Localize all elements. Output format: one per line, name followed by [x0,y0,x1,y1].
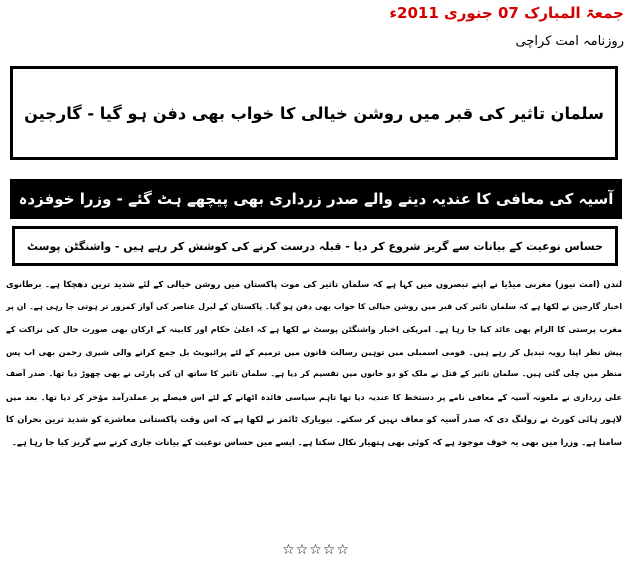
footer-stars: ☆☆☆☆☆ [282,542,350,558]
third-headline: حساس نوعیت کے بیانات سے گریز شروع کر دیا - قبلہ درست کرنے کی کوشش کر رہے ہیں - واشنگٹن پوسٹ [27,239,603,253]
newspaper-name: روزنامہ امت کراچی [515,34,624,49]
body-line: لاہور ہائی کورٹ نے رولنگ دی کہ صدر آسیہ کو معاف نہیں کر سکتے۔ نیویارک ٹائمز نے لکھا ہے کہ اس وقت پاکستانی معاشرے کو شدید ترین بحران کا [6,414,622,424]
sub-headline-banner [10,179,622,219]
body-line: منظر میں چلی گئی ہیں۔ سلمان تاثیر کے قتل نے ملک کو دو خانوں میں تقسیم کر دیا ہے۔ سلمان تاثیر کا ساتھ ان کی پارٹی نے بھی چھوڑ دیا تھا۔ صدر آصف [6,369,622,378]
body-line: پیش نظر اپنا رویہ تبدیل کر رہے ہیں۔ قومی اسمبلی میں توہین رسالت قانون میں ترمیم کے لئے پرائیویٹ بل جمع کرانے والی شیری رحمن بھی اب پس [6,346,622,357]
body-line: اخبار گارجین نے لکھا ہے کہ سلمان تاثیر کی قبر میں روشن خیالی کا خواب بھی دفن ہو گیا۔ پاکستان کے لبرل عناصر کی آواز کمزور تر ہوتی جا رہی ہے۔ ان پر [6,301,622,311]
body-line: علی زرداری نے ملعونہ آسیہ کے معافی نامے پر دستخط کا عندیہ دیا تھا تاہم سیاسی فائدہ اٹھانے کے لئے اس فیصلے پر عملدرآمد مؤخر کر دیا تھا۔ بعد میں [6,391,622,402]
headline-box [10,66,618,160]
main-headline: سلمان تاثیر کی قبر میں روشن خیالی کا خواب بھی دفن ہو گیا - گارجین [24,103,604,123]
date-line: جمعۃ المبارک 07 جنوری 2011ء [389,4,624,22]
article-body [6,273,622,453]
body-line: مغرب پرستی کا الزام بھی عائد کیا جا رہا ہے۔ امریکی اخبار واشنگٹن پوسٹ نے لکھا ہے کہ اعلیٰ حکام اور کابینہ کے ارکان بھی صورت حال کی نزاکت کے [6,324,622,334]
third-headline-box [12,226,618,266]
body-line: لندن (امت نیوز) مغربی میڈیا نے اپنے تبصروں میں کہا ہے کہ سلمان تاثیر کی موت پاکستان میں روشن خیالی کے لئے شدید ترین دھچکا ہے۔ برطانوی [6,279,622,289]
sub-headline: آسیہ کی معافی کا عندیہ دینے والے صدر زرداری بھی پیچھے ہٹ گئے - وزرا خوفزدہ [18,190,614,208]
body-line: سامنا ہے۔ وزرا میں بھی یہ خوف موجود ہے کہ کوئی بھی ہتھیار نکال سکتا ہے۔ ایسے میں حساس نوعیت کے بیانات جاری کرنے سے گریز کیا جا رہا ہے۔ [11,436,622,447]
